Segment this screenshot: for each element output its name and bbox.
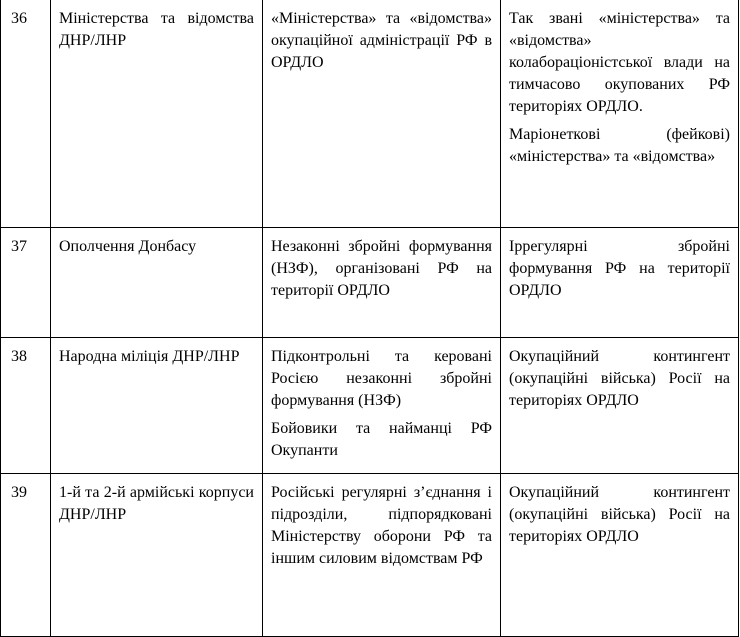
original-term-cell: Міністерства та відомства ДНР/ЛНР [51, 0, 263, 227]
row-number: 39 [1, 473, 51, 636]
alternative-term-cell: Іррегулярні збройні формування РФ на території ОРДЛО [501, 227, 739, 337]
alternative-term-cell: Окупаційний контингент (окупаційні війська) Росії на територіях ОРДЛО [501, 473, 739, 636]
row-number: 36 [1, 0, 51, 227]
table-row [1, 0, 739, 227]
table-row [1, 473, 739, 636]
alternative-term-cell: Окупаційний контингент (окупаційні війська) Росії на територіях ОРДЛО [501, 337, 739, 473]
original-term-cell: Ополчення Донбасу [51, 227, 263, 337]
row-number: 37 [1, 227, 51, 337]
replacement-term-cell: «Міністерства» та «відомства» окупаційної адміністрації РФ в ОРДЛО [263, 0, 501, 227]
row-number: 38 [1, 337, 51, 473]
alternative-term-cell: Так звані «міністерства» та «відомства» колабораціоністської влади на тимчасово окупованих РФ територіях ОРДЛО. Маріонеткові (фейкові) «міністерства» та «відомства» [501, 0, 739, 227]
replacement-term-cell: Російські регулярні з’єднання і підрозділи, підпорядковані Міністерству оборони РФ та іншим силовим відомствам РФ [263, 473, 501, 636]
table-row [1, 337, 739, 473]
original-term-cell: 1-й та 2-й армійські корпуси ДНР/ЛНР [51, 473, 263, 636]
replacement-term-cell: Підконтрольні та керовані Росією незаконні збройні формування (НЗФ) Бойовики та найманці РФ Окупанти [263, 337, 501, 473]
replacement-term-cell: Незаконні збройні формування (НЗФ), організовані РФ на території ОРДЛО [263, 227, 501, 337]
original-term-cell: Народна міліція ДНР/ЛНР [51, 337, 263, 473]
table-row [1, 227, 739, 337]
